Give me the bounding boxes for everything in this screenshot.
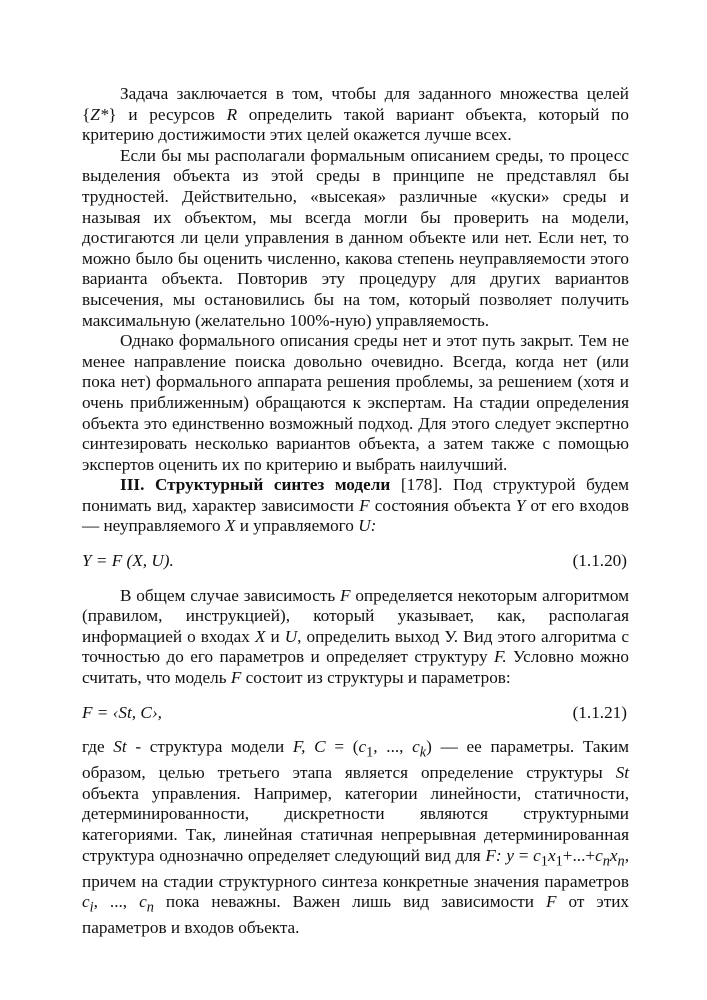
math-symbol: F bbox=[545, 892, 557, 912]
paragraph-algorithm bbox=[82, 586, 629, 689]
subscript: i bbox=[89, 899, 94, 916]
subscript: k bbox=[419, 744, 427, 761]
text: = bbox=[514, 845, 534, 865]
text: - структура модели bbox=[126, 737, 293, 757]
text: объекта управления. Например, категории линейности, статичности, детерминированности, дискретности являются структурными категориями. Так, линейная статичная непрерывная детерминированная структура однозначно определяет следующий вид для bbox=[82, 783, 629, 865]
math-symbol: X bbox=[224, 516, 236, 536]
paragraph-task bbox=[82, 84, 629, 146]
math-symbol: C bbox=[314, 737, 326, 757]
math-symbol: c bbox=[412, 737, 420, 757]
text: , определить выход У. Вид этого алгоритма с точностью до его параметров и определяет структуру bbox=[82, 626, 629, 667]
math-symbol: F: y bbox=[485, 845, 514, 865]
text: и управляемого bbox=[235, 516, 359, 536]
math-symbol: St bbox=[113, 737, 127, 757]
subscript: 1 bbox=[366, 744, 374, 761]
equation-number: (1.1.20) bbox=[572, 551, 627, 571]
math-symbol: F bbox=[340, 585, 351, 605]
text: и bbox=[265, 626, 285, 646]
subscript: 1 bbox=[540, 853, 548, 870]
text: состоит из структуры и параметров: bbox=[241, 668, 511, 688]
text: +...+ bbox=[562, 845, 596, 865]
paragraph-structure-definition bbox=[82, 737, 629, 939]
math-symbol: F bbox=[230, 668, 242, 688]
text: В общем случае зависимость bbox=[120, 585, 340, 605]
math-symbol: c bbox=[533, 845, 541, 865]
subscript: n bbox=[146, 899, 154, 916]
math-symbol: c bbox=[358, 737, 367, 757]
text: , причем на стадии структурного синтеза конкретные значения параметров bbox=[82, 845, 629, 891]
subscript: 1 bbox=[555, 853, 563, 870]
math-symbol: Y bbox=[515, 495, 526, 515]
text: = ( bbox=[325, 737, 359, 757]
math-symbol: St bbox=[615, 763, 629, 783]
math-symbol: x bbox=[609, 845, 618, 865]
text: , ..., bbox=[373, 737, 413, 757]
text: [178]. Под структурой будем понимать вид, характер зависимости bbox=[82, 475, 629, 515]
math-symbol: Z* bbox=[90, 104, 109, 124]
math-symbol: X bbox=[254, 626, 266, 646]
math-symbol: U: bbox=[358, 516, 377, 536]
paragraph-formal-description: Если бы мы располагали формальным описанием среды, то процесс выделения объекта из этой среды в принципе не представлял бы трудностей. Действительно, «высекая» различные «куски» среды и называя их объектом, мы всегда могли бы проверить на модели, достигаются ли цели управления в данном объекте или нет. Если нет, то можно было бы оценить численно, какова степень неуправляемости этого варианта объекта. Повторив эту процедуру для других вариантов высечения, мы остановились бы на том, который позволяет получить максимальную (желательно 100%-ную) управляемость. bbox=[82, 145, 629, 330]
math-symbol: F. bbox=[494, 647, 507, 667]
paragraph-structural-synthesis bbox=[82, 475, 629, 537]
math-symbol: F bbox=[359, 495, 370, 515]
subscript: n bbox=[602, 853, 610, 870]
equation-text: Y = F (X, U). bbox=[82, 551, 174, 571]
text bbox=[305, 737, 314, 756]
text: от его входов — неуправляемого bbox=[82, 495, 630, 536]
text: Задача заключается в том, чтобы для заданного множества целей { bbox=[82, 84, 629, 124]
math-symbol: x bbox=[547, 845, 556, 865]
text: пока неважны. Важен лишь вид зависимости bbox=[153, 892, 546, 912]
text: Условно можно считать, что модель bbox=[82, 647, 629, 688]
equation-number: (1.1.21) bbox=[572, 702, 627, 722]
text: от этих параметров и входов объекта. bbox=[82, 892, 630, 938]
text: определяется некоторым алгоритмом (правилом, инструкцией), который указывает, как, располагая информацией о входах bbox=[82, 585, 629, 646]
math-symbol: F, bbox=[292, 737, 306, 757]
math-symbol: c bbox=[139, 892, 147, 912]
text: состояния объекта bbox=[369, 495, 516, 515]
text: ) — ее параметры. Таким образом, целью третьего этапа является определение структуры bbox=[82, 737, 629, 783]
math-symbol: U bbox=[284, 626, 298, 646]
text: определить такой вариант объекта, который по критерию достижимости этих целей окажется лучше всех. bbox=[82, 104, 629, 145]
math-symbol: R bbox=[226, 104, 238, 124]
text: где bbox=[82, 737, 114, 757]
paragraph-experts: Однако формального описания среды нет и этот путь закрыт. Тем не менее направление поиска довольно очевидно. Всегда, когда нет (или пока нет) формального аппарата решения проблемы, за решением (хотя и очень приближенным) обращаются к экспертам. На стадии определения объекта это единственно возможный подход. Для этого следует экспертно синтезировать несколько вариантов объекта, а затем также с помощью экспертов оценить их по критерию и выбрать наилучший. bbox=[82, 331, 629, 474]
equation-text: F = ‹St, C›, bbox=[82, 702, 162, 722]
math-symbol: c bbox=[82, 892, 90, 912]
text: } и ресурсов bbox=[108, 104, 227, 124]
equation-1-1-21 bbox=[82, 703, 629, 724]
text: , ..., bbox=[93, 892, 140, 912]
section-heading: III. Структурный синтез модели bbox=[120, 475, 391, 495]
equation-1-1-20 bbox=[82, 551, 629, 572]
math-symbol: c bbox=[595, 845, 603, 865]
subscript: n bbox=[617, 853, 625, 870]
